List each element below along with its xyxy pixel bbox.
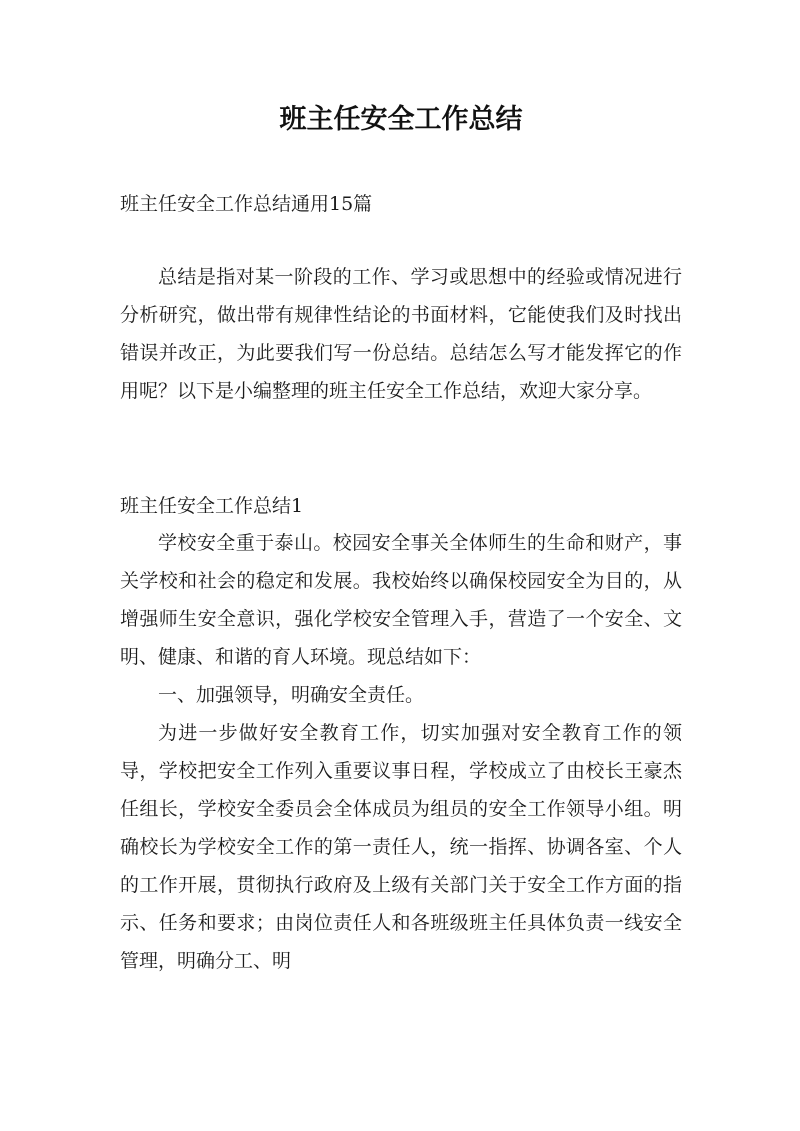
section-heading: 班主任安全工作总结1 [120, 495, 304, 517]
intro-paragraph: 总结是指对某一阶段的工作、学习或思想中的经验或情况进行分析研究，做出带有规律性结论的书面材料，它能使我们及时找出错误并改正，为此要我们写一份总结。总结怎么写才能发挥它的作用呢？以下是小编整理的班主任安全工作总结，欢迎大家分享。 [120, 266, 682, 402]
section-body [120, 524, 682, 980]
body-paragraph: 学校安全重于泰山。校园安全事关全体师生的生命和财产，事关学校和社会的稳定和发展。我校始终以确保校园安全为目的，从增强师生安全意识，强化学校安全管理入手，营造了一个安全、文明、健康、和谐的育人环境。现总结如下： [120, 532, 682, 668]
document-title: 班主任安全工作总结 [279, 104, 523, 135]
body-paragraph: 为进一步做好安全教育工作，切实加强对安全教育工作的领导，学校把安全工作列入重要议事日程，学校成立了由校长王豪杰任组长，学校安全委员会全体成员为组员的安全工作领导小组。明确校长为学校安全工作的第一责任人，统一指挥、协调各室、个人的工作开展，贯彻执行政府及上级有关部门关于安全工作方面的指示、任务和要求；由岗位责任人和各班级班主任具体负责一线安全管理，明确分工、明 [120, 722, 682, 972]
document-subtitle: 班主任安全工作总结通用15篇 [120, 193, 373, 215]
body-paragraph: 一、加强领导，明确安全责任。 [158, 684, 425, 706]
